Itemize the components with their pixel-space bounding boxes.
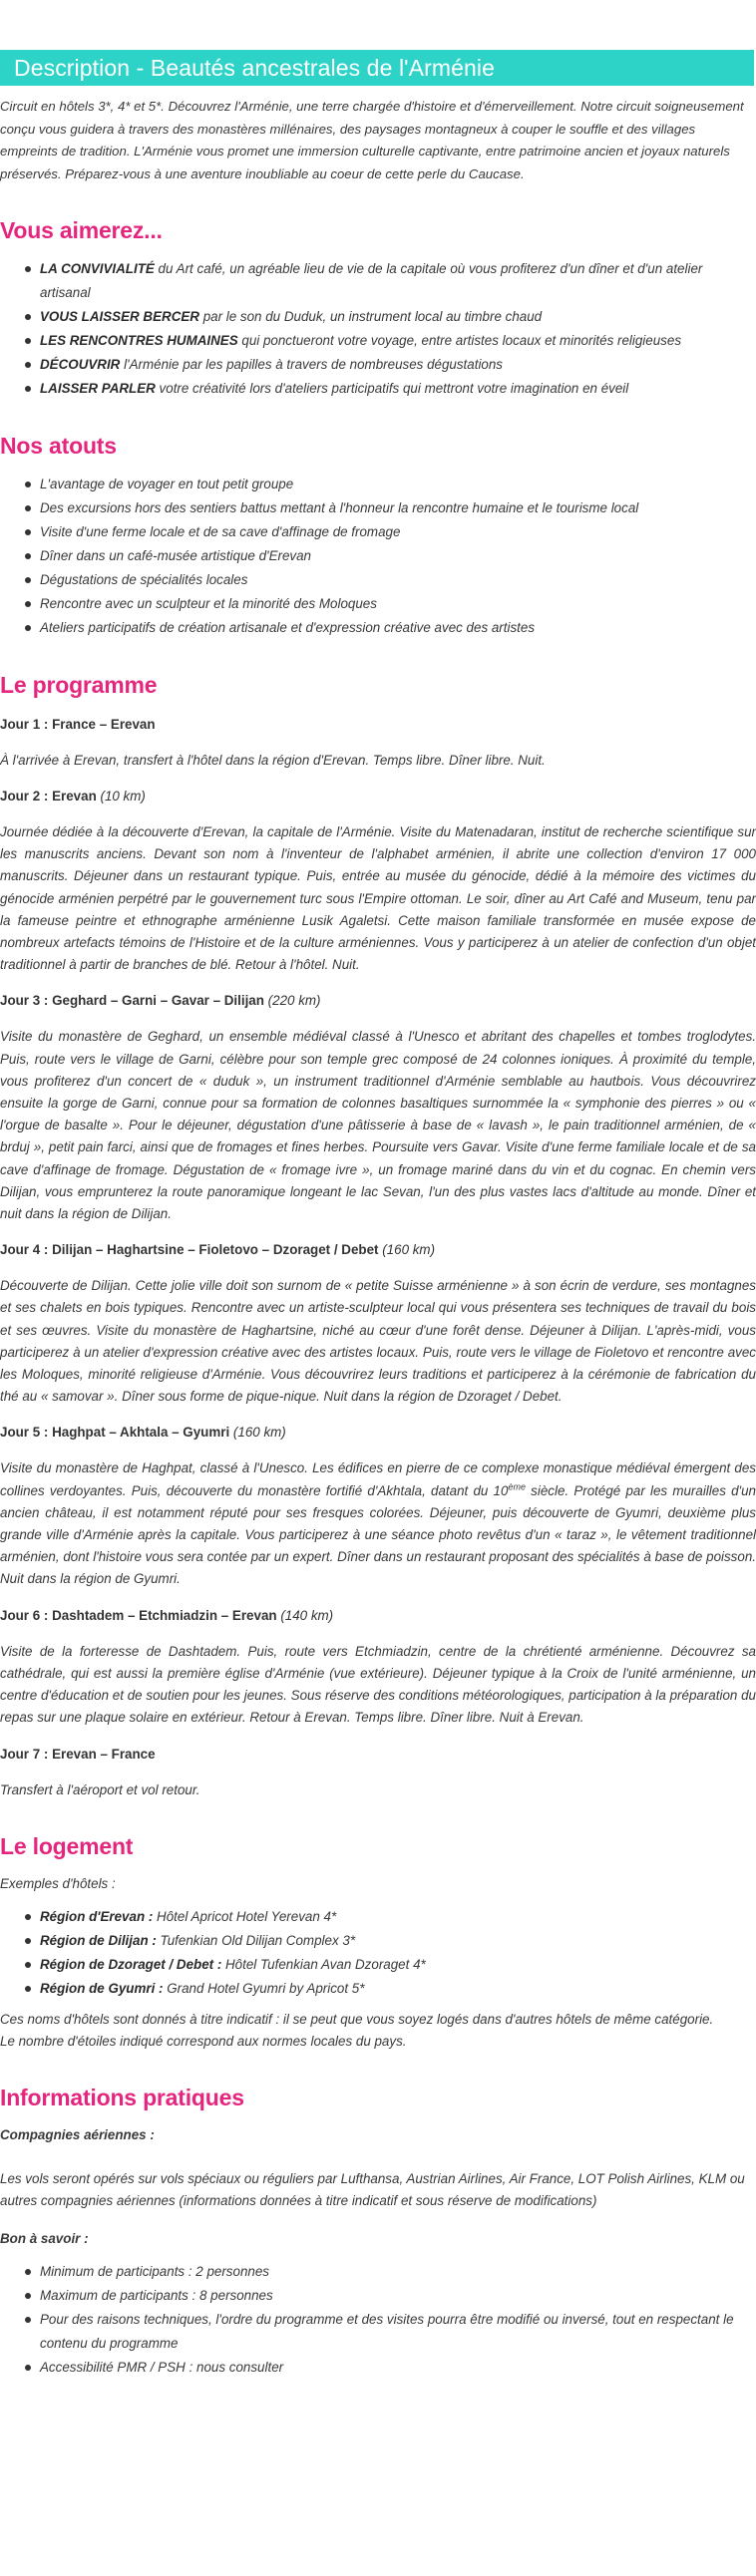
list-item: Dîner dans un café-musée artistique d'Erevan	[40, 544, 756, 568]
day-distance: (220 km)	[267, 993, 321, 1009]
compagnies-text: Les vols seront opérés sur vols spéciaux ou réguliers par Lufthansa, Austrian Airlines, Air France, LOT Polish Airlines, KLM ou autres compagnies aériennes (informations données à titre indicatif et sous réserve de modifications)	[0, 2170, 745, 2208]
day-text: Transfert à l'aéroport et vol retour.	[0, 1781, 200, 1797]
list-item: DÉCOUVRIR l'Arménie par les papilles à travers de nombreuses dégustations	[40, 353, 756, 377]
page-title: Description - Beautés ancestrales de l'Arménie	[0, 50, 754, 86]
logement-note: Ces noms d'hôtels sont donnés à titre indicatif : il se peut que vous soyez logés dans d'autres hôtels de même catégorie.	[0, 2011, 714, 2027]
day-title: Jour 7 : Erevan – France	[0, 1746, 156, 1762]
list-item: Région de Gyumri : Grand Hotel Gyumri by Apricot 5*	[40, 1977, 756, 2001]
list-item: Région de Dzoraget / Debet : Hôtel Tufenkian Avan Dzoraget 4*	[40, 1953, 756, 1977]
day-text: Visite de la forteresse de Dashtadem. Puis, route vers Etchmiadzin, centre de la chrétienté arménienne. Découvrez sa cathédrale, qui est aussi la première église d'Arménie (vue extérieure). Déjeuner typique à la Croix de l'unité arménienne, un centre d'éducation et de soutien pour les jeunes. Sous réserve des conditions météorologiques, participation à la préparation du repas sur une plaque solaire en extérieur. Retour à Erevan. Temps libre. Dîner libre. Nuit à Erevan.	[0, 1643, 756, 1726]
day-distance: (160 km)	[232, 1425, 286, 1441]
section-title-infos: Informations pratiques	[0, 2084, 244, 2110]
day-text: À l'arrivée à Erevan, transfert à l'hôtel dans la région d'Erevan. Temps libre. Dîner libre. Nuit.	[0, 753, 546, 768]
atouts-list	[0, 473, 756, 640]
section-title-programme: Le programme	[0, 672, 158, 698]
list-item: VOUS LAISSER BERCER par le son du Duduk, un instrument local au timbre chaud	[40, 305, 756, 329]
list-item: Minimum de participants : 2 personnes	[40, 2260, 756, 2284]
list-item: Pour des raisons techniques, l'ordre du programme et des visites pourra être modifié ou inversé, tout en respectant le contenu du programme	[40, 2308, 756, 2356]
day-title: Jour 5 : Haghpat – Akhtala – Gyumri (160 km)	[0, 1425, 286, 1441]
intro-text: Circuit en hôtels 3*, 4* et 5*. Découvrez l'Arménie, une terre chargée d'histoire et d'émerveillement. Notre circuit soigneusement conçu vous guidera à travers des monastères millénaires, des paysages montagneux à couper le souffle et des villages empreints de tradition. L'Arménie vous promet une immersion culturelle captivante, entre patrimoine ancien et joyaux naturels préservés. Préparez-vous à une aventure inoubliable au coeur de cette perle du Caucase.	[0, 99, 744, 181]
day-text: Découverte de Dilijan. Cette jolie ville doit son surnom de « petite Suisse arménienne » à son écrin de verdure, ses montagnes et ses chalets en bois typiques. Rencontre avec un artiste-sculpteur local qui vous présentera ses techniques de travail du bois et ses œuvres. Visite du monastère de Haghartsine, niché au cœur d'une forêt dense. Déjeuner à Dilijan. L'après-midi, vous participerez à un atelier d'expression créative avec des artistes locaux. Puis, route vers le village de Fioletovo et rencontre avec les Moloques, minorité religieuse d'Arménie. Vous découvrirez leurs traditions et participerez à la cérémonie de fabrication du thé au « samovar ». Dîner sous forme de pique-nique. Nuit dans la région de Dzoraget / Debet.	[0, 1278, 756, 1405]
section-title-aimerez: Vous aimerez...	[0, 217, 163, 243]
list-item: Visite d'une ferme locale et de sa cave d'affinage de fromage	[40, 520, 756, 544]
list-item: Maximum de participants : 8 personnes	[40, 2284, 756, 2308]
list-item: LAISSER PARLER votre créativité lors d'ateliers participatifs qui mettront votre imagination en éveil	[40, 377, 756, 401]
bon-a-savoir-list	[0, 2260, 756, 2380]
day-distance: (140 km)	[280, 1607, 334, 1623]
day-title: Jour 4 : Dilijan – Haghartsine – Fioletovo – Dzoraget / Debet (160 km)	[0, 1242, 436, 1258]
section-title-atouts: Nos atouts	[0, 433, 117, 459]
day-text: Visite du monastère de Geghard, un ensemble médiéval classé à l'Unesco et abritant des chapelles et tombes troglodytes. Puis, route vers le village de Garni, célèbre pour son temple grec composé de 24 colonnes ioniques. À proximité du temple, vous profiterez d'un concert de « duduk », un instrument traditionnel d'Arménie semblable au hautbois. Vous découvrirez ensuite la gorge de Garni, connue pour sa formation de colonnes basaltiques surnommée la « symphonie des pierres » ou « l'orgue de basalte ». Pour le déjeuner, dégustation d'une pâtisserie à base de « lavash », le pain traditionnel arménien, de « brduj », petit pain farci, ainsi que de fromages et fines herbes. Poursuite vers Gavar. Visite d'une ferme familiale locale et de sa cave d'affinage de fromage. Dégustation de « fromage ivre », un fromage mariné dans du vin et du cognac. En chemin vers Dilijan, vous emprunterez la route panoramique longeant le lac Sevan, l'un des plus vastes lacs d'altitude au monde. Dîner et nuit dans la région de Dilijan.	[0, 1029, 756, 1222]
list-item: Ateliers participatifs de création artisanale et d'expression créative avec des artistes	[40, 616, 756, 640]
logement-note: Le nombre d'étoiles indiqué correspond aux normes locales du pays.	[0, 2033, 407, 2049]
list-item: Des excursions hors des sentiers battus mettant à l'honneur la rencontre humaine et le tourisme local	[40, 496, 756, 520]
day-text: Visite du monastère de Haghpat, classé à l'Unesco. Les édifices en pierre de ce complexe monastique médiéval émergent des collines verdoyantes. Puis, découverte du monastère fortifié d'Akhtala, datant du 10ème siècle. Protégé par les murailles d'un ancien château, il est notamment réputé pour ses fresques colorées. Déjeuner, puis découverte de Gyumri, deuxième plus grande ville d'Arménie après la capitale. Vous participerez à une séance photo revêtus d'un « taraz », le vêtement traditionnel arménien, dont l'histoire vous sera contée par un expert. Dîner dans un restaurant proposant des spécialités à base de poisson. Nuit dans la région de Gyumri.	[0, 1460, 756, 1587]
day-title: Jour 1 : France – Erevan	[0, 717, 156, 732]
list-item: Région d'Erevan : Hôtel Apricot Hotel Yerevan 4*	[40, 1905, 756, 1929]
day-text: Journée dédiée à la découverte d'Erevan, la capitale de l'Arménie. Visite du Matenadaran, institut de recherche scientifique sur les manuscrits anciens. Devant son nom à l'inventeur de l'alphabet arménien, il abrite une collection d'environ 17 000 manuscrits. Déjeuner dans un restaurant typique. Puis, entrée au musée du génocide, dédié à la mémoire des victimes du génocide arménien perpétré par le gouvernement turc sous l'Empire ottoman. Le soir, dîner au Art Café and Museum, tenu par la fameuse peintre et ethnographe arménienne Lusik Agaletsi. Cette maison familiale transformée en musée expose de nombreux artefacts témoins de l'Histoire et de la culture arméniennes. Vous y participerez à un atelier de confection d'un objet traditionnel à partir de branches de blé. Retour à l'hôtel. Nuit.	[0, 824, 756, 973]
compagnies-title: Compagnies aériennes :	[0, 2126, 155, 2142]
list-item: L'avantage de voyager en tout petit groupe	[40, 473, 756, 496]
list-item: LA CONVIVIALITÉ du Art café, un agréable lieu de vie de la capitale où vous profiterez d'un dîner et d'un atelier artisanal	[40, 257, 756, 305]
day-title: Jour 2 : Erevan (10 km)	[0, 789, 146, 804]
day-distance: (160 km)	[382, 1242, 436, 1258]
day-title: Jour 6 : Dashtadem – Etchmiadzin – Erevan (140 km)	[0, 1607, 334, 1623]
logement-subtitle: Exemples d'hôtels :	[0, 1875, 116, 1891]
list-item: Dégustations de spécialités locales	[40, 568, 756, 592]
section-title-logement: Le logement	[0, 1832, 134, 1859]
day-title: Jour 3 : Geghard – Garni – Gavar – Dilijan (220 km)	[0, 993, 321, 1009]
aimerez-list	[0, 257, 756, 401]
hotels-list	[0, 1905, 756, 2001]
day-distance: (10 km)	[100, 789, 146, 804]
list-item: Région de Dilijan : Tufenkian Old Dilijan Complex 3*	[40, 1929, 756, 1953]
list-item: Rencontre avec un sculpteur et la minorité des Moloques	[40, 592, 756, 616]
bon-a-savoir-title: Bon à savoir :	[0, 2230, 89, 2246]
list-item: LES RENCONTRES HUMAINES qui ponctueront votre voyage, entre artistes locaux et minorités religieuses	[40, 329, 756, 353]
list-item: Accessibilité PMR / PSH : nous consulter	[40, 2356, 756, 2380]
